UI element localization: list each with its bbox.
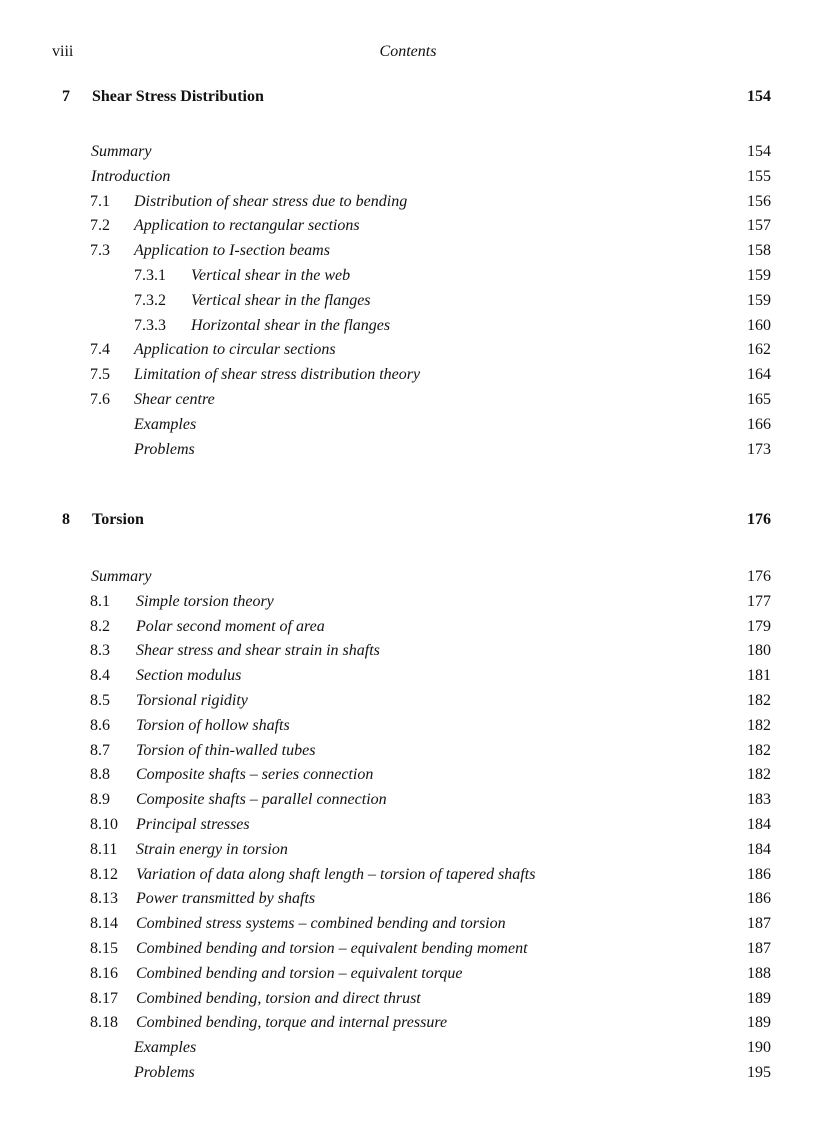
entry-title: Combined bending and torsion – equivalent torque [136, 964, 463, 982]
entry-title: Application to circular sections [134, 341, 336, 359]
entry-number: 7.3.2 [134, 291, 166, 309]
entry-number: 8.6 [90, 716, 110, 734]
entry-page: 162 [747, 341, 771, 359]
entry-number: 8.16 [90, 964, 118, 982]
entry-title: Power transmitted by shafts [136, 890, 316, 908]
toc-list-chapter-7 [0, 143, 816, 465]
entry-page: 156 [747, 192, 771, 210]
toc-entry [0, 1039, 816, 1064]
entry-number: 8.2 [90, 617, 110, 635]
entry-title: Application to I-section beams [134, 242, 330, 260]
chapter-heading [0, 88, 816, 112]
entry-number: 7.3.1 [134, 266, 166, 284]
entry-title: Summary [91, 143, 152, 160]
entry-title: Shear stress and shear strain in shafts [136, 642, 380, 660]
entry-title: Combined bending, torque and internal pressure [136, 1014, 448, 1032]
toc-entry [0, 965, 816, 990]
entry-title: Composite shafts – series connection [136, 766, 374, 784]
entry-title: Introduction [91, 167, 171, 185]
toc-entry [0, 890, 816, 915]
toc-entry [0, 391, 816, 416]
entry-page: 165 [747, 390, 771, 408]
entry-page: 183 [747, 791, 771, 809]
entry-page: 177 [747, 592, 771, 610]
entry-page: 186 [747, 890, 771, 908]
entry-number: 7.3 [90, 242, 110, 260]
toc-entry [0, 217, 816, 242]
entry-title: Horizontal shear in the flanges [191, 316, 391, 334]
page-number: viii [52, 43, 74, 60]
entry-number: 7.1 [90, 192, 110, 210]
entry-page: 184 [747, 840, 771, 858]
toc-entry [0, 1014, 816, 1039]
entry-page: 182 [747, 716, 771, 734]
entry-number: 8.5 [90, 691, 110, 709]
entry-title: Combined bending, torsion and direct thrust [136, 989, 421, 1007]
entry-title: Application to rectangular sections [134, 217, 360, 235]
entry-title: Problems [134, 440, 195, 458]
entry-page: 182 [747, 741, 771, 759]
toc-entry [0, 618, 816, 643]
toc-list-chapter-8 [0, 568, 816, 1089]
toc-entry [0, 866, 816, 891]
entry-number: 7.5 [90, 366, 110, 384]
entry-page: 164 [747, 366, 771, 384]
entry-page: 189 [747, 1014, 771, 1032]
entry-page: 176 [747, 568, 771, 585]
toc-entry [0, 317, 816, 342]
entry-number: 8.4 [90, 667, 110, 685]
chapter-page: 154 [747, 88, 771, 105]
toc-entry [0, 990, 816, 1015]
entry-number: 8.1 [90, 592, 110, 610]
toc-entry [0, 168, 816, 193]
entry-page: 158 [747, 242, 771, 260]
entry-page: 182 [747, 766, 771, 784]
toc-entry [0, 915, 816, 940]
toc-entry [0, 667, 816, 692]
chapter-page: 176 [747, 511, 771, 528]
entry-number: 7.6 [90, 390, 110, 408]
entry-page: 189 [747, 989, 771, 1007]
toc-entry [0, 242, 816, 267]
chapter-title: Shear Stress Distribution [92, 88, 264, 105]
entry-page: 180 [747, 642, 771, 660]
entry-title: Variation of data along shaft length – torsion of tapered shafts [136, 865, 536, 883]
entry-page: 154 [747, 143, 771, 160]
entry-number: 7.3.3 [134, 316, 166, 334]
toc-entry [0, 593, 816, 618]
chapter-heading [0, 511, 816, 535]
toc-entry [0, 267, 816, 292]
entry-title: Principal stresses [136, 815, 250, 833]
entry-page: 159 [747, 266, 771, 284]
entry-page: 160 [747, 316, 771, 334]
toc-entry [0, 816, 816, 841]
entry-number: 8.9 [90, 791, 110, 809]
entry-number: 8.10 [90, 815, 118, 833]
toc-entry [0, 766, 816, 791]
chapter-title: Torsion [92, 511, 144, 528]
entry-page: 155 [747, 167, 771, 185]
entry-page: 187 [747, 915, 771, 933]
entry-page: 179 [747, 617, 771, 635]
entry-number: 8.14 [90, 915, 118, 933]
entry-number: 8.18 [90, 1014, 118, 1032]
entry-page: 195 [747, 1063, 771, 1081]
entry-title: Section modulus [136, 667, 242, 685]
entry-title: Polar second moment of area [136, 617, 325, 635]
entry-number: 7.4 [90, 341, 110, 359]
entry-number: 8.17 [90, 989, 118, 1007]
entry-title: Simple torsion theory [136, 592, 274, 610]
entry-title: Vertical shear in the flanges [191, 291, 371, 309]
toc-entry [0, 692, 816, 717]
toc-entry [0, 791, 816, 816]
entry-title: Problems [134, 1063, 195, 1081]
entry-number: 8.11 [90, 840, 118, 858]
entry-page: 186 [747, 865, 771, 883]
entry-number: 8.15 [90, 939, 118, 957]
entry-title: Torsion of hollow shafts [136, 716, 290, 734]
entry-page: 182 [747, 691, 771, 709]
entry-title: Combined stress systems – combined bending and torsion [136, 915, 506, 933]
toc-entry [0, 416, 816, 441]
toc-entry [0, 366, 816, 391]
entry-title: Torsional rigidity [136, 691, 248, 709]
entry-number: 7.2 [90, 217, 110, 235]
toc-entry [0, 717, 816, 742]
toc-entry [0, 193, 816, 218]
chapter-number: 7 [62, 88, 70, 105]
entry-number: 8.7 [90, 741, 110, 759]
entry-title: Distribution of shear stress due to bending [134, 192, 408, 210]
entry-number: 8.13 [90, 890, 118, 908]
entry-page: 159 [747, 291, 771, 309]
toc-entry [0, 1064, 816, 1089]
entry-page: 190 [747, 1039, 771, 1057]
toc-entry [0, 441, 816, 466]
entry-page: 184 [747, 815, 771, 833]
toc-entry [0, 341, 816, 366]
entry-page: 157 [747, 217, 771, 235]
entry-title: Strain energy in torsion [136, 840, 288, 858]
toc-entry [0, 742, 816, 767]
toc-entry [0, 940, 816, 965]
toc-entry [0, 642, 816, 667]
entry-title: Limitation of shear stress distribution theory [134, 366, 421, 384]
entry-page: 187 [747, 939, 771, 957]
entry-page: 173 [747, 440, 771, 458]
entry-title: Examples [134, 415, 197, 433]
chapter-number: 8 [62, 511, 70, 528]
entry-page: 166 [747, 415, 771, 433]
toc-entry [0, 841, 816, 866]
toc-entry [0, 143, 816, 168]
entry-number: 8.8 [90, 766, 110, 784]
entry-title: Summary [91, 568, 152, 585]
toc-entry [0, 568, 816, 593]
entry-title: Examples [134, 1039, 197, 1057]
entry-title: Torsion of thin-walled tubes [136, 741, 316, 759]
entry-number: 8.12 [90, 865, 118, 883]
entry-title: Vertical shear in the web [191, 266, 351, 284]
entry-title: Composite shafts – parallel connection [136, 791, 387, 809]
entry-title: Shear centre [134, 390, 215, 408]
entry-page: 188 [747, 964, 771, 982]
entry-page: 181 [747, 667, 771, 685]
entry-number: 8.3 [90, 642, 110, 660]
toc-entry [0, 292, 816, 317]
running-head: Contents [379, 43, 437, 60]
entry-title: Combined bending and torsion – equivalent bending moment [136, 939, 528, 957]
